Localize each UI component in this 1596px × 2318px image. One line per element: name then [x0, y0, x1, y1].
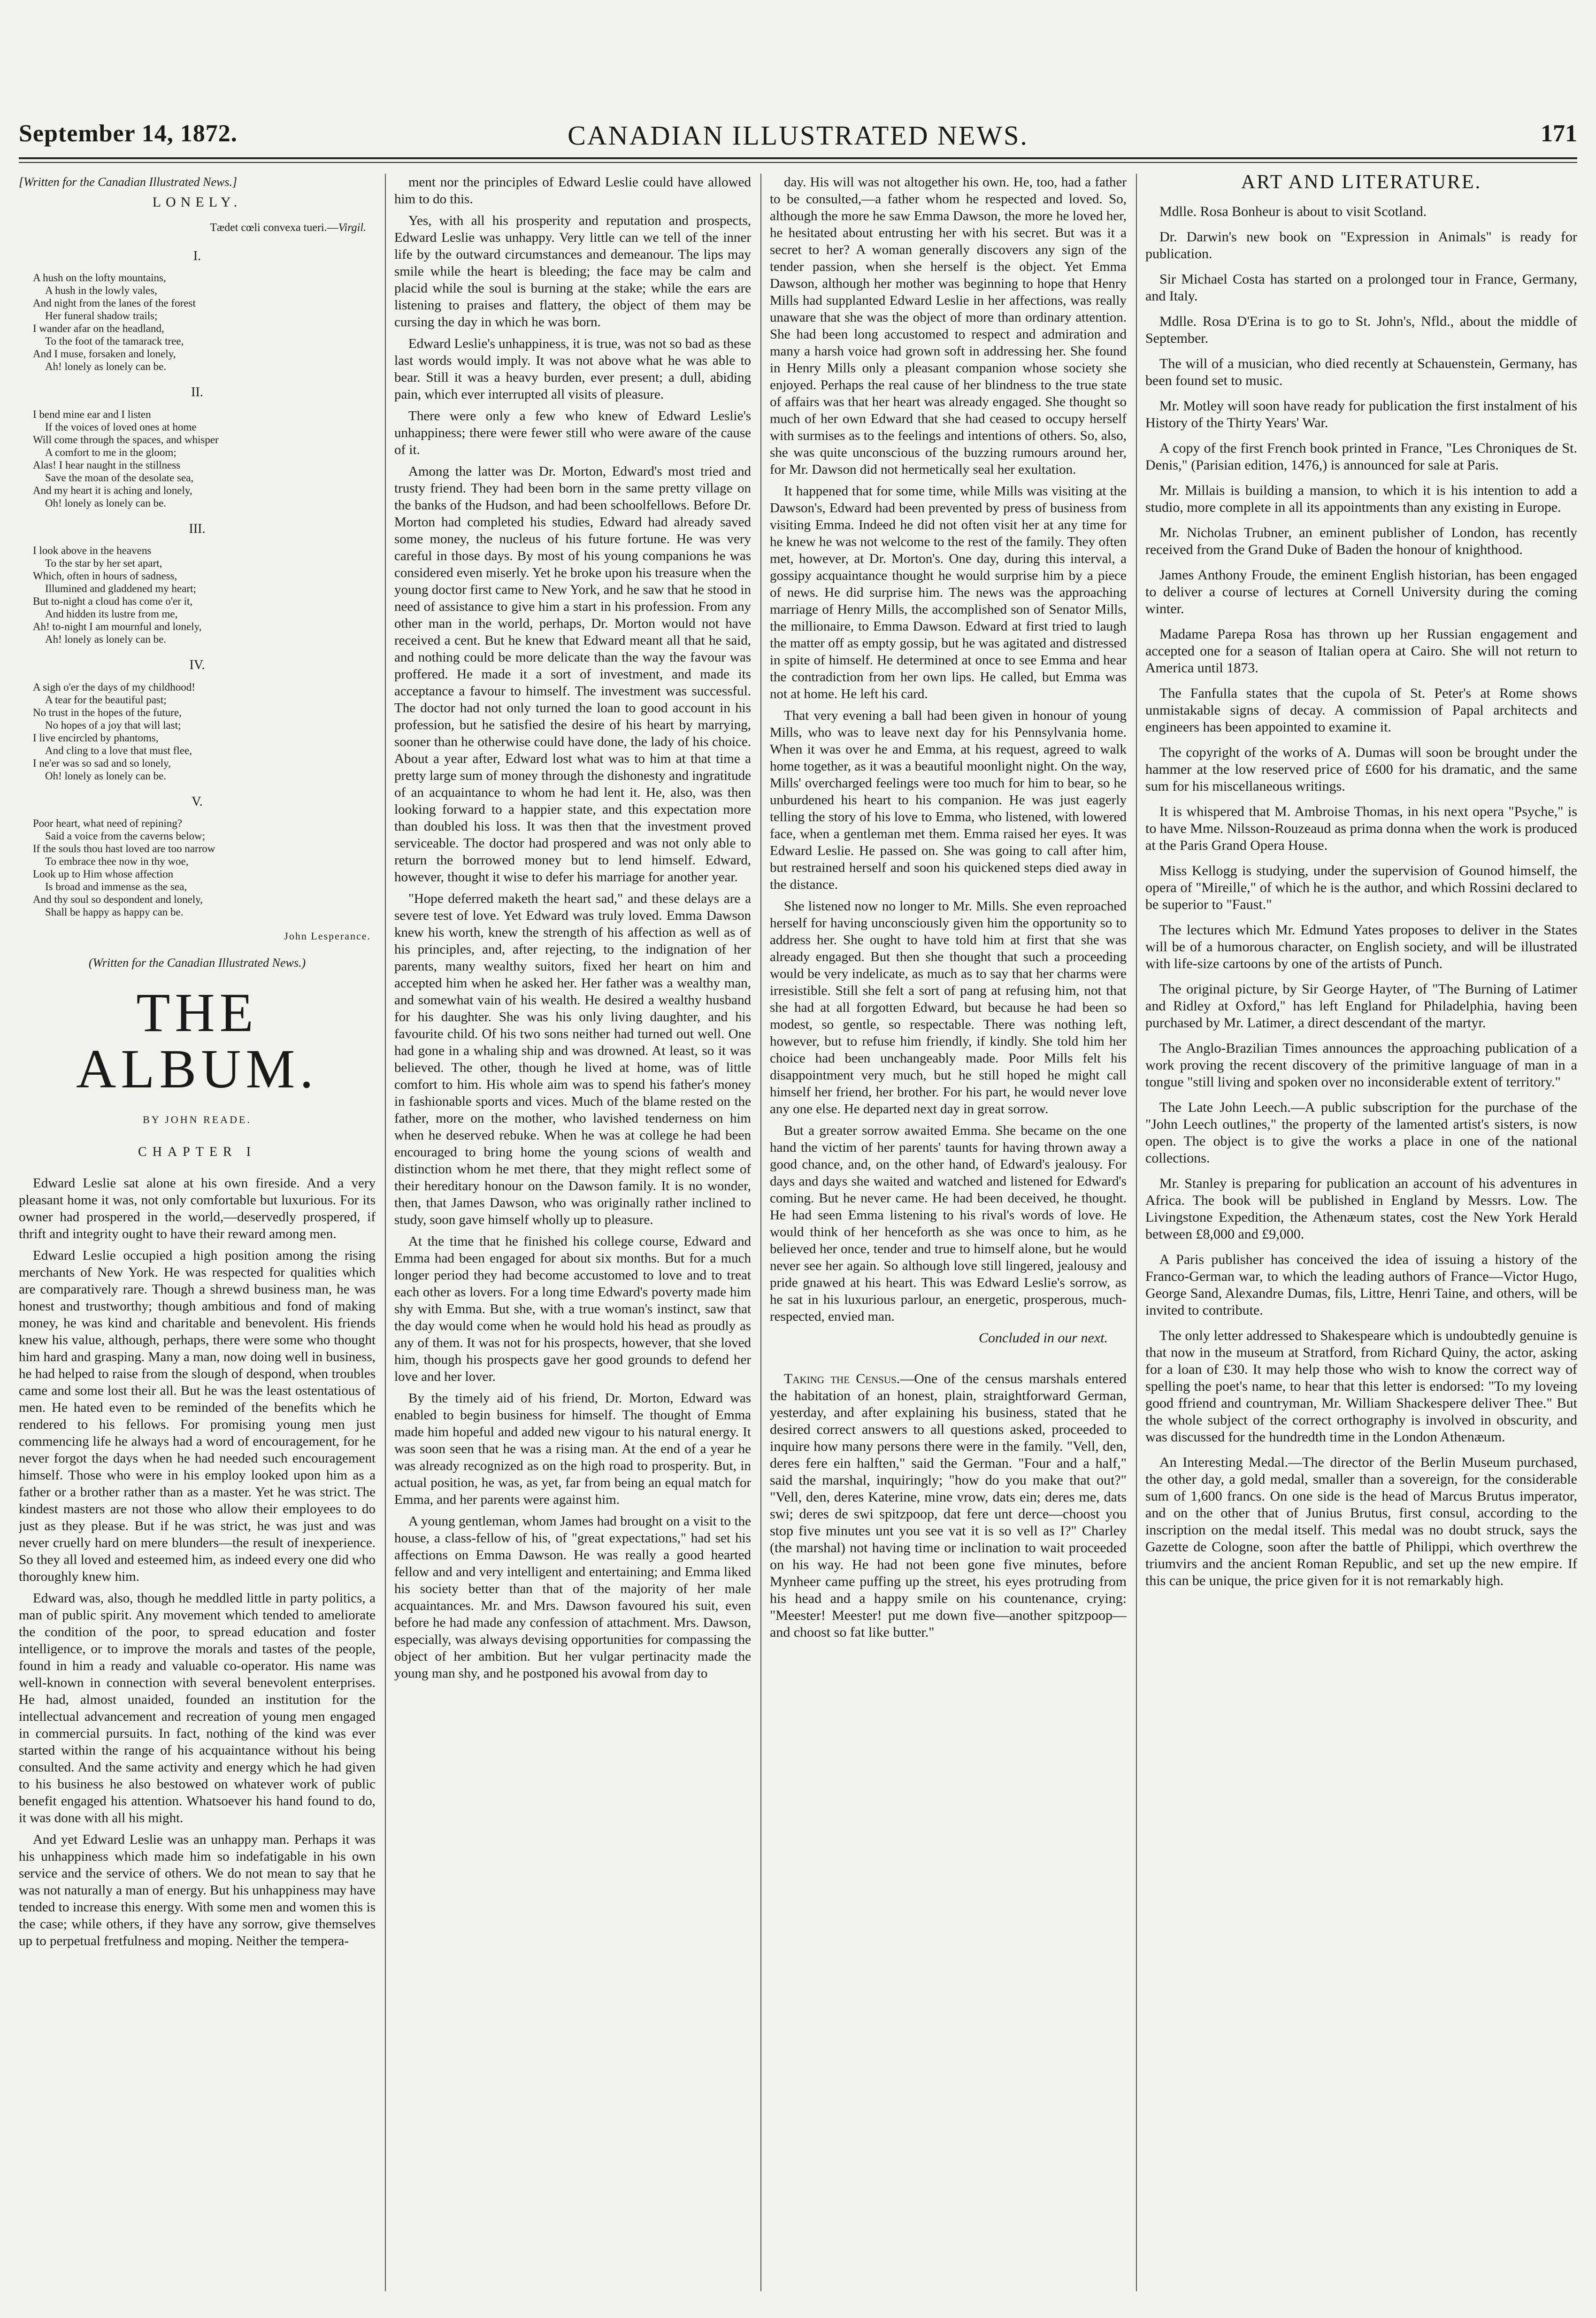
stanza-line: To embrace thee now in thy woe,: [45, 855, 189, 867]
poem-motto: Tædet cœli convexa tueri.—Virgil.: [210, 222, 366, 234]
masthead-rule: [19, 157, 1577, 159]
story-paragraph: That very evening a ball had been given in honour of young Mills, who was to leave next day for his Pennsylvania home. When it was over he and Emma, at his request, agreed to walk home together, as it was a beautiful moonlight night. On the way, Mills' overcharged feelings were too much for him to bear, so he unburdened his heart to his companion. He was just eagerly telling the story of his love to Emma, who listened, with lowered face, when a gentleman met them. Emma raised her eyes. It was Edward Leslie. He passed on. She was going to call after him, but restrained herself and soon his quickened steps died away in the distance.: [770, 708, 1127, 892]
stanza: [33, 408, 376, 509]
story-paragraph: "Hope deferred maketh the heart sad," and these delays are a severe test of love. Yet Edward was truly loved. Emma Dawson knew his worth, knew the strength of his affection as well as of his principles, and, after rejecting, to the indignation of her parents, many wealthy suitors, fixed her heart on him and accepted him when he asked her. Her father was a wealthy man, and somewhat vain of his wealth. He desired a wealthy husband for his daughter. She was his only living daughter, and his favourite child. Of his two sons neither had turned out well. One had gone in a whaling ship and was drowned. At least, so it was believed. The other, though he lived at home, was of little comfort to him. His whole aim was to spend his father's money in fashionable sports and vices. Much of the blame rested on the father, more on the mother, who lavished tenderness on him when he deserved rebuke. When he was at college he had been encouraged to bring home the young scions of wealth and distinction whom he met there, that they might reflect some of their hereditary honour on the Dawson family. It is no wonder, then, that James Dawson, who was originally rather inclined to study, soon gave himself wholly up to pleasure.: [394, 891, 751, 1227]
stanza-numeral: IV.: [189, 658, 205, 672]
news-item: An Interesting Medal.—The director of the Berlin Museum purchased, the other day, a gold medal, smaller than a sovereign, for the considerable sum of 1,600 francs. On one side is the head of Marcus Brutus imperator, and on the other that of Junius Brutus, first consul, according to the inscription on the medal itself. This medal was no doubt struck, says the Gazette de Cologne, soon after the battle of Philippi, which overthrew the triumvirs and the ancient Roman Republic, and set up the new empire. If this can be unique, the price given for it is not remarkably high.: [1145, 1454, 1577, 1588]
stanza-line: Illumined and gladdened my heart;: [45, 583, 196, 594]
stanza-line: I look above in the heavens: [33, 545, 152, 556]
issue-date: September 14, 1872.: [19, 120, 238, 147]
art-literature-heading: ART AND LITERATURE.: [1241, 174, 1482, 193]
stanza-line: A sigh o'er the days of my childhood!: [33, 681, 195, 693]
masthead: [19, 120, 1577, 153]
stanza-line: Ah! lonely as lonely can be.: [45, 633, 167, 645]
album-written-for: (Written for the Canadian Illustrated News.): [88, 955, 306, 970]
stanza: [33, 817, 376, 918]
stanza-line: A hush on the lofty mountains,: [33, 272, 166, 284]
news-item: The original picture, by Sir George Hayter, of "The Burning of Latimer and Ridley at Oxford," has left England for Philadelphia, having been purchased by Mr. Latimer, a direct descendant of the martyr.: [1145, 981, 1577, 1031]
art-literature-items: [1145, 203, 1577, 1589]
album-title: THE ALBUM.: [76, 982, 318, 1100]
news-item: Mdlle. Rosa Bonheur is about to visit Scotland.: [1159, 203, 1427, 219]
story-paragraph: It happened that for some time, while Mills was visiting at the Dawson's, Edward had been prevented by press of business from visiting Emma. Indeed he did not often visit her at any time for he knew he was not welcome to the rest of the family. They often met, however, at Dr. Morton's. One day, during this interval, a gossipy acquaintance thought he would surprise him by a piece of news. He did surprise him. The news was the approaching marriage of Henry Mills, the accomplished son of Senator Mills, the millionaire, to Emma Dawson. Edward at first tried to laugh the matter off as empty gossip, but he was agitated and distressed in spite of himself. He determined at once to see Emma and hear the contradiction from her own lips. He called, but Emma was not at home. He left his card.: [770, 484, 1127, 701]
story-paragraph: ment nor the principles of Edward Leslie could have allowed him to do this.: [394, 175, 751, 207]
news-item: Dr. Darwin's new book on "Expression in Animals" is ready for publication.: [1145, 229, 1577, 262]
stanza-line: And my heart it is aching and lonely,: [33, 484, 192, 496]
news-item: A copy of the first French book printed in France, "Les Chroniques de St. Denis," (Parisian edition, 1476,) is announced for sale at Paris.: [1145, 440, 1577, 473]
poem-title: LONELY.: [152, 194, 242, 210]
story-paragraph: There were only a few who knew of Edward Leslie's unhappiness; there were fewer still who were aware of the cause of it.: [394, 408, 751, 457]
story-paragraph: Edward Leslie occupied a high position among the rising merchants of New York. He was respected for qualities which are comparatively rare. Though a shrewd business man, he was honest and trustworthy; though ambitious and fond of making money, he was kind and charitable and benevolent. His friends knew his value, although, perhaps, there were some who thought him hard and grasping. Many a man, now doing well in business, he had helped to raise from the slough of despond, when troubles came and some lost their all. But he was the least ostentatious of men. He hated even to be reminded of the benefits which he rendered to his fellows. For promising young men just commencing life he always had a word of encouragement, for he never forgot the days when he had needed such encouragement himself. Those who were in his employ looked upon him as a father or a brother rather than as a master. Yet he was strict. The kindest masters are not those who allow their employees to do just as they please. But if he was strict, he was just and was never cruelly hard on mere blunders—the result of inexperience. So they all loved and esteemed him, as indeed every one did who thoroughly knew him.: [19, 1248, 376, 1584]
stanza-line: Oh! lonely as lonely can be.: [45, 497, 167, 509]
stanza-numeral: V.: [192, 794, 203, 809]
stanza-line: Her funeral shadow trails;: [45, 310, 158, 322]
stanza-line: Ah! to-night I am mournful and lonely,: [33, 621, 202, 632]
story-paragraph: She listened now no longer to Mr. Mills. She even reproached herself for having unconsciously given him the opportunity so to address her. She ought to have told him at first that she was already engaged. But then she thought that such a proceeding would be very indelicate, as much as to say that her charms were irresistible. Still she felt a sort of pang at refusing him, not that she had at all forgotten Edward, but because he had been so modest, so gentle, so respectable. There was nothing left, however, but to refuse him friendly, if kindly. She told him her choice had been unchangeably made. Poor Mills felt his disappointment very much, but he still hoped he might call himself her friend, her brother. For his part, he would never love any one else. He departed next day in great sorrow.: [770, 899, 1127, 1117]
stanza-line: To the foot of the tamarack tree,: [45, 335, 184, 347]
poem-stanzas: [19, 248, 376, 919]
album-story-part-3: [770, 174, 1127, 1325]
stanza-line: Poor heart, what need of repining?: [33, 817, 183, 829]
stanza-line: Alas! I hear naught in the stillness: [33, 459, 181, 471]
story-paragraph: Edward Leslie's unhappiness, it is true, was not so bad as these last words would imply. It was not above what he was able to bear. Still it was a heavy burden, ever present; a dull, abiding pain, which ever interrupted all visits of pleasure.: [394, 336, 751, 402]
stanza-line: Shall be happy as happy can be.: [45, 906, 184, 918]
stanza-numeral: II.: [191, 385, 203, 400]
news-item: James Anthony Froude, the eminent English historian, has been engaged to deliver a course of lectures at Cornell University during the coming winter.: [1145, 567, 1577, 616]
news-item: The lectures which Mr. Edmund Yates proposes to deliver in the States will be of a humorous character, on English society, and will be illustrated with life-size cartoons by one of the artists of Punch.: [1145, 922, 1577, 971]
news-item: A Paris publisher has conceived the idea of issuing a history of the Franco-German war, to which the leading authors of France—Victor Hugo, George Sand, Alexandre Dumas, fils, Littre, Henri Taine, and others, will be invited to contribute.: [1145, 1251, 1577, 1318]
stanza-line: I live encircled by phantoms,: [33, 732, 159, 744]
stanza-line: A tear for the beautiful past;: [45, 693, 167, 706]
stanza-line: To the star by her set apart,: [45, 557, 162, 569]
story-paragraph: Edward Leslie sat alone at his own fireside. And a very pleasant home it was, not only comfortable but luxurious. For its owner had prospered in the world,—deservedly prospered, if thrift and integrity ought to have their reward among men.: [19, 1176, 376, 1241]
stanza-line: Ah! lonely as lonely can be.: [45, 361, 167, 372]
masthead-rule-thin: [19, 162, 1577, 163]
stanza-line: No trust in the hopes of the future,: [33, 706, 182, 718]
page-number: 171: [1541, 120, 1577, 147]
stanza: [33, 544, 376, 646]
story-paragraph: By the timely aid of his friend, Dr. Morton, Edward was enabled to begin business for himself. The thought of Emma made him hopeful and added new vigour to his natural energy. It was soon seen that he was a rising man. At the end of a year he was already recognized as on the high road to prosperity. But, in actual position, he was, as yet, far from being an equal match for Emma, and her parents were against him.: [394, 1391, 751, 1507]
stanza-line: If the souls thou hast loved are too narrow: [33, 843, 215, 855]
column-divider: [760, 174, 761, 2291]
album-continued-note: Concluded in our next.: [979, 1330, 1108, 1346]
stanza-line: A hush in the lowly vales,: [45, 285, 157, 296]
album-story-part-1: [19, 1175, 376, 1949]
newspaper-title: CANADIAN ILLUSTRATED NEWS.: [568, 120, 1028, 151]
stanza-line: Save the moan of the desolate sea,: [45, 471, 194, 484]
column-divider: [385, 174, 386, 2291]
news-item: It is whispered that M. Ambroise Thomas, in his next opera "Psyche," is to have Mme. Nilsson-Rouzeaud as prima donna when the work is produced at the Paris Grand Opera House.: [1145, 803, 1577, 853]
news-item: Mdlle. Rosa D'Erina is to go to St. John's, Nfld., about the middle of September.: [1145, 313, 1577, 346]
news-item: The Anglo-Brazilian Times announces the approaching publication of a work proving the recent discovery of the primitive language of man in a tongue "still living and spoken over no inconsiderable extent of territory.": [1145, 1040, 1577, 1090]
stanza-line: A comfort to me in the gloom;: [45, 446, 176, 458]
story-paragraph: At the time that he finished his college course, Edward and Emma had been engaged for about six months. But for a much longer period they had become accustomed to love and to treat each other as lovers. For a long time Edward's poverty made him shy with Emma. But she, with a true woman's instinct, saw that the day would come when he would hold his head as proudly as any of them. It was not for his prospects, however, that she loved him, though his prospects gave her good grounds to defend her love and her lover.: [394, 1234, 751, 1384]
stanza: [33, 271, 376, 373]
stanza: [33, 681, 376, 782]
story-paragraph: Yes, with all his prosperity and reputation and prospects, Edward Leslie was unhappy. Very little can we tell of the inner life by the outward circumstances and demeanour. The lips may smile while the heart is bleeding; the face may be calm and placid while the soul is burning at the stake; while the ears are listening to praises and flattery, the object of them may be cursing the day in which he was born.: [394, 213, 751, 330]
news-item: Mr. Motley will soon have ready for publication the first instalment of his History of the Thirty Years' War.: [1145, 398, 1577, 431]
stanza-line: Said a voice from the caverns below;: [45, 830, 206, 842]
stanza-line: No hopes of a joy that will last;: [45, 719, 181, 731]
poem-written-for: [Written for the Canadian Illustrated News.]: [19, 175, 238, 189]
stanza-line: Look up to Him whose affection: [33, 868, 174, 880]
stanza-line: But to-night a cloud has come o'er it,: [33, 595, 193, 607]
stanza-line: And hidden its lustre from me,: [45, 608, 178, 620]
news-item: The Late John Leech.—A public subscription for the purchase of the "John Leech outlines," the property of the lamented artist's sisters, is now open. The object is to give the works a place in one of the national collections.: [1145, 1099, 1577, 1166]
album-byline: BY JOHN READE.: [143, 1114, 252, 1125]
stanza-line: And night from the lanes of the forest: [33, 297, 196, 309]
stanza-numeral: III.: [189, 521, 206, 536]
story-paragraph: But a greater sorrow awaited Emma. She became on the one hand the victim of her parents' taunts for having thrown away a good chance, and, on the other hand, of Edward's jealousy. For days and days she waited and watched and listened for Edward's coming. But he never came. He had been deceived, he thought. He had seen Emma listening to his rival's words of love. He would think of her henceforth as she was once to him, as he believed her once, tender and true to himself alone, but he would never see her again. So although love still lingered, jealousy and pride gnawed at his heart. This was Edward Leslie's sorrow, as he sat in his luxurious parlour, an energetic, prosperous, much-respected, envied man.: [770, 1123, 1127, 1324]
stanza-line: Will come through the spaces, and whisper: [33, 433, 219, 446]
news-item: The Fanfulla states that the cupola of St. Peter's at Rome shows unmistakable signs of decay. A commission of Papal architects and engineers has been appointed to examine it.: [1145, 685, 1577, 735]
stanza-line: I bend mine ear and I listen: [33, 408, 151, 420]
story-paragraph: A young gentleman, whom James had brought on a visit to the house, a class-fellow of his, of "great expectations," had set his affections on Emma Dawson. He was really a good hearted fellow and and very intelligent and entertaining; and Emma liked his society better than that of the majority of her male acquaintances. Mr. and Mrs. Dawson favoured his suit, even before he had made any confession of attachment. Mrs. Dawson, especially, was always devising opportunities for compassing the object of her ambition. But her vulgar pertinacity made the young man shy, and he postponed his avowal from day to: [394, 1514, 751, 1681]
news-item: The only letter addressed to Shakespeare which is undoubtedly genuine is that now in the museum at Stratford, from Richard Quiny, the actor, asking for a loan of £30. It may help those who wish to know the correct way of spelling the poet's name, to hear that this letter is endorsed: "To my loveing good ffriend and countryman, Mr. William Shackespere deliver Thee." But the whole subject of the correct orthography is involved in obscurity, and was discussed for the hundredth time in the London Athenæum.: [1145, 1327, 1577, 1445]
stanza-line: I wander afar on the headland,: [33, 323, 164, 334]
census-article: [770, 1371, 1127, 1641]
stanza-line: Oh! lonely as lonely can be.: [45, 770, 167, 782]
stanza-line: And cling to a love that must flee,: [45, 744, 192, 756]
news-item: The copyright of the works of A. Dumas will soon be brought under the hammer at the low reserved price of £600 for his dramatic, and the same sum for his miscellaneous writings.: [1145, 744, 1577, 794]
stanza-line: I ne'er was so sad and so lonely,: [33, 757, 171, 769]
poem-signature: John Lesperance.: [284, 930, 371, 942]
column-1: [19, 174, 376, 2296]
story-paragraph: And yet Edward Leslie was an unhappy man. Perhaps it was his unhappiness which made him so indefatigable in his own service and the service of others. We do not mean to say that he was not naturally a man of energy. But his unhappiness may have tended to increase this energy. With some men and women this is the case; while others, if they have any sorrow, give themselves up to perpetual fretfulness and moping. Neither the tempera-: [19, 1832, 376, 1948]
census-text: —One of the census marshals entered the habitation of an honest, plain, straightforward German, yesterday, and after explaining his business, stated that he desired correct answers to all questions asked, proceeded to inquire how many persons there were in the family. "Vell, den, deres fere ein halften," said the German. "Four and a half," said the marshal, inquiringly; "how do you make that out?" "Vell, den, deres Katerine, mine vrow, dats ein; deres me, dats swi; deres de swi spitzpoop, dat fere unt derce—choost you stop five minutes unt you see vat it is so vell as I?" Charley (the marshal) not having time or inclination to wait proceeded on his way. He had not been gone five minutes, before Mynheer came puffing up the street, his eyes protruding from his head and a happy smile on his countenance, crying: "Meester! Meester! put me down five—another spitzpoop—and choost so fat like butter.": [770, 1371, 1127, 1640]
stanza-line: Is broad and immense as the sea,: [45, 881, 187, 893]
column-4: [1145, 174, 1577, 2296]
news-item: Madame Parepa Rosa has thrown up her Russian engagement and accepted one for a season of Italian opera at Cairo. She will not return to America until 1873.: [1145, 626, 1577, 676]
news-item: Mr. Millais is building a mansion, to which it is his intention to add a studio, more complete in all its appointments than any existing in Europe.: [1145, 482, 1577, 515]
news-item: Sir Michael Costa has started on a prolonged tour in France, Germany, and Italy.: [1145, 271, 1577, 304]
column-3: [770, 174, 1127, 2296]
stanza-numeral: I.: [193, 248, 201, 263]
stanza-line: If the voices of loved ones at home: [45, 421, 197, 433]
news-item: Mr. Stanley is preparing for publication an account of his adventures in Africa. The book will be published in England by Messrs. Low. The Livingstone Expedition, the Athenæum states, cost the New York Herald between £8,000 and £9,000.: [1145, 1175, 1577, 1242]
census-lead: Taking the Census.: [784, 1371, 900, 1386]
column-2: [394, 174, 751, 2296]
news-item: Miss Kellogg is studying, under the supervision of Gounod himself, the opera of "Mireille," of which he is the author, and which Rossini declared to be superior to "Faust.": [1145, 863, 1577, 912]
news-item: The will of a musician, who died recently at Schauenstein, Germany, has been found set to music.: [1145, 355, 1577, 388]
stanza-line: Which, often in hours of sadness,: [33, 570, 177, 582]
story-paragraph: day. His will was not altogether his own. He, too, had a father to be consulted,—a father whom he respected and loved. So, although the more he saw Emma Dawson, the more he loved her, he hesitated about entrusting her with his secret. But was it a secret to her? A woman generally discovers any sign of the tender passion, when she herself is the object. Yet Emma Dawson, although her mother was beginning to hope that Henry Mills had supplanted Edward Leslie in her affections, was really unaware that she was the object of more than ordinary attention. She had been long accustomed to respect and admiration and many a harsh voice had grown soft in addressing her. She found in Henry Mills only a pleasant companion whose society she enjoyed. Perhaps the real cause of her blindness to the true state of affairs was that her heart was already engaged. She thought so much of her own Edward that she had ceased to occupy herself with surmises as to the feelings and intentions of others. So, also, she was quite unconscious of the buzzing rumours around her, for Mr. Dawson did not hermetically seal her exultation.: [770, 175, 1127, 477]
stanza-line: And thy soul so despondent and lonely,: [33, 893, 203, 905]
story-paragraph: Edward was, also, though he meddled little in party politics, a man of public spirit. Any movement which tended to ameliorate the condition of the poor, to spread education and foster intelligence, or to improve the morals and tastes of the people, found in him a ready and valuable co-operator. His name was well-known in connection with several benevolent enterprises. He had, almost unaided, founded an institution for the intellectual advancement and recreation of young men engaged in commercial pursuits. In fact, nothing of the kind was ever started within the range of his acquaintance without his being consulted. And the same activity and energy which he had given to his business he also bestowed on whatever work of public benefit engaged his attention. Whatsoever his hand found to do, it was done with all his might.: [19, 1591, 376, 1825]
stanza-line: And I muse, forsaken and lonely,: [33, 348, 176, 360]
story-paragraph: Among the latter was Dr. Morton, Edward's most tried and trusty friend. They had been born in the same pretty village on the banks of the Hudson, and had been schoolfellows. Before Dr. Morton had completed his studies, Edward had already saved some money, the nucleus of his future fortune. He was very careful in those days. By most of his young companions he was considered even miserly. Yet he broke upon his treasure when the young doctor first came to New York, and he saw that he stood in need of assistance to give him a start in his profession. From any other man in the world, perhaps, Dr. Morton would not have received a cent. But he knew that Edward meant all that he said, and nothing could be more delicate than the way the favour was proffered. He made it a sort of investment, and made its acceptance a favour to himself. The investment was successful. The doctor had not only turned the loan to good account in his profession, but he satisfied the desire of his heart by marrying, sooner than he otherwise could have done, the lady of his choice. About a year after, Edward lost what was to him at that time a pretty large sum of money through the dishonesty and ingratitude of an acquaintance to whom he had lent it. He, also, was then looking forward to a happier state, and this expectation more than doubled his loss. It was then that the investment proved serviceable. The doctor had prospered and was not only able to return the borrowed money but to lend himself. Edward, however, thought it wise to defer his marriage for another year.: [394, 464, 751, 885]
column-divider: [1136, 174, 1137, 2291]
news-item: Mr. Nicholas Trubner, an eminent publisher of London, has recently received from the Grand Duke of Baden the honour of knighthood.: [1145, 524, 1577, 557]
album-chapter: CHAPTER I: [138, 1144, 256, 1159]
